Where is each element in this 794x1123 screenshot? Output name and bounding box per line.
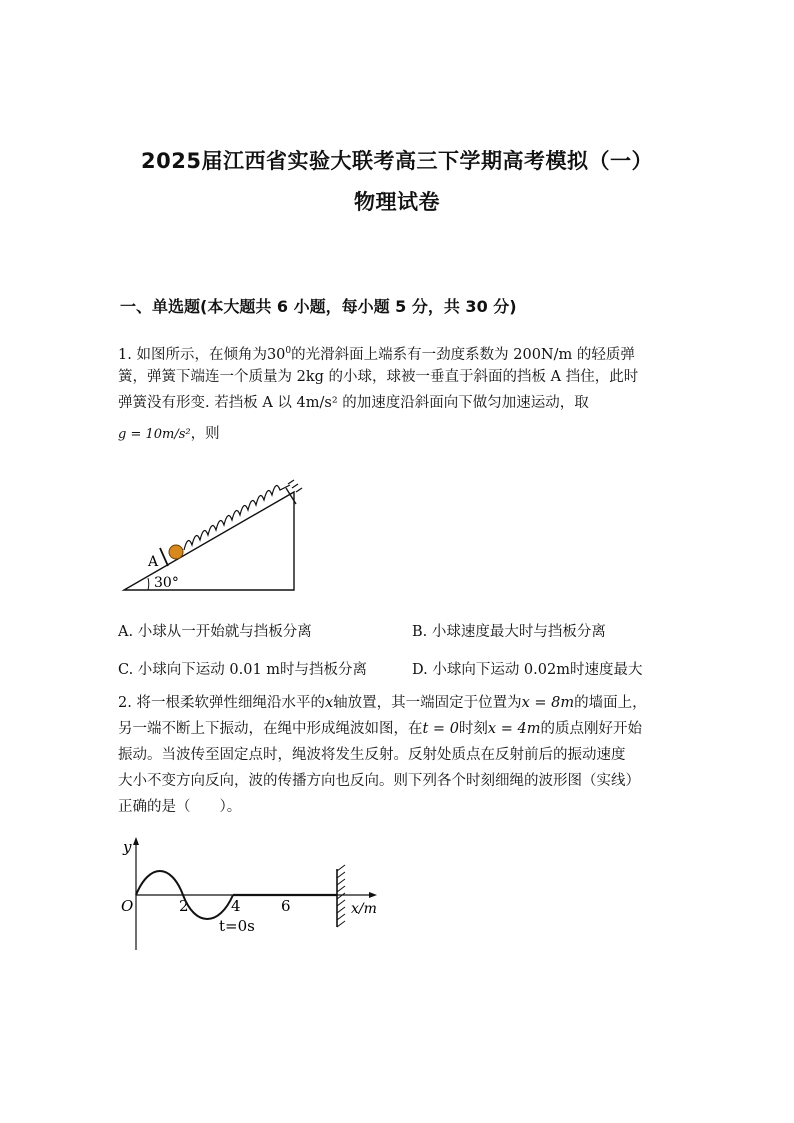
q1-line-4: g = 10m/s²，则 (118, 426, 220, 442)
origin-label: O (121, 897, 134, 915)
y-axis-label: y (123, 838, 132, 856)
q2-line-5: 正确的是（ ）。 (118, 799, 242, 815)
q1-line-3: 弹簧没有形变. 若挡板 A 以 4m/s² 的加速度沿斜面向下做匀加速运动，取 (118, 395, 589, 411)
label-A: A (148, 554, 159, 570)
q2-line-2: 另一端不断上下振动，在绳中形成绳波如图，在t = 0时刻x = 4m的质点刚好开始 (118, 721, 642, 737)
section-heading: 一、单选题(本大题共 6 小题，每小题 5 分，共 30 分) (120, 297, 517, 316)
incline-triangle (124, 492, 294, 590)
exam-subtitle: 物理试卷 (354, 190, 440, 214)
x-tick-4: 4 (231, 897, 241, 915)
q1-incline-figure (118, 470, 308, 600)
q1-option-D[interactable]: D. 小球向下运动 0.02m时速度最大 (412, 662, 643, 678)
q1-line-1: 1. 如图所示，在倾角为$30^0$的光滑斜面上端系有一劲度系数为 200N/m 的轻质弹 (118, 346, 635, 363)
ball (169, 545, 183, 559)
q1-angle: $30^0$ (266, 346, 292, 363)
exam-title: 2025届江西省实验大联考高三下学期高考模拟（一） (141, 149, 653, 173)
q1-option-B[interactable]: B. 小球速度最大时与挡板分离 (412, 624, 606, 640)
q2-line-4: 大小不变方向反向，波的传播方向也反向。则下列各个时刻细绳的波形图（实线） (118, 773, 640, 789)
q1-line-2: 簧，弹簧下端连一个质量为 2kg 的小球，球被一垂直于斜面的挡板 A 挡住，此时 (118, 369, 639, 385)
label-30deg: 30° (154, 575, 179, 591)
x-tick-6: 6 (281, 897, 291, 915)
x-axis-label: x/m (351, 901, 377, 917)
plate-A (160, 548, 168, 566)
q2-wave-figure (115, 835, 390, 955)
q2-line-1: 2. 将一根柔软弹性细绳沿水平的x轴放置，其一端固定于位置为x = 8m的墙面上， (118, 695, 647, 711)
spring-coil (184, 485, 290, 550)
x-tick-2: 2 (179, 897, 189, 915)
q1-option-A[interactable]: A. 小球从一开始就与挡板分离 (118, 624, 312, 640)
q1-option-C[interactable]: C. 小球向下运动 0.01 m时与挡板分离 (118, 662, 368, 678)
q2-line-3: 振动。当波传至固定点时，绳波将发生反射。反射处质点在反射前后的振动速度 (118, 747, 626, 763)
time-label: t=0s (219, 917, 255, 935)
